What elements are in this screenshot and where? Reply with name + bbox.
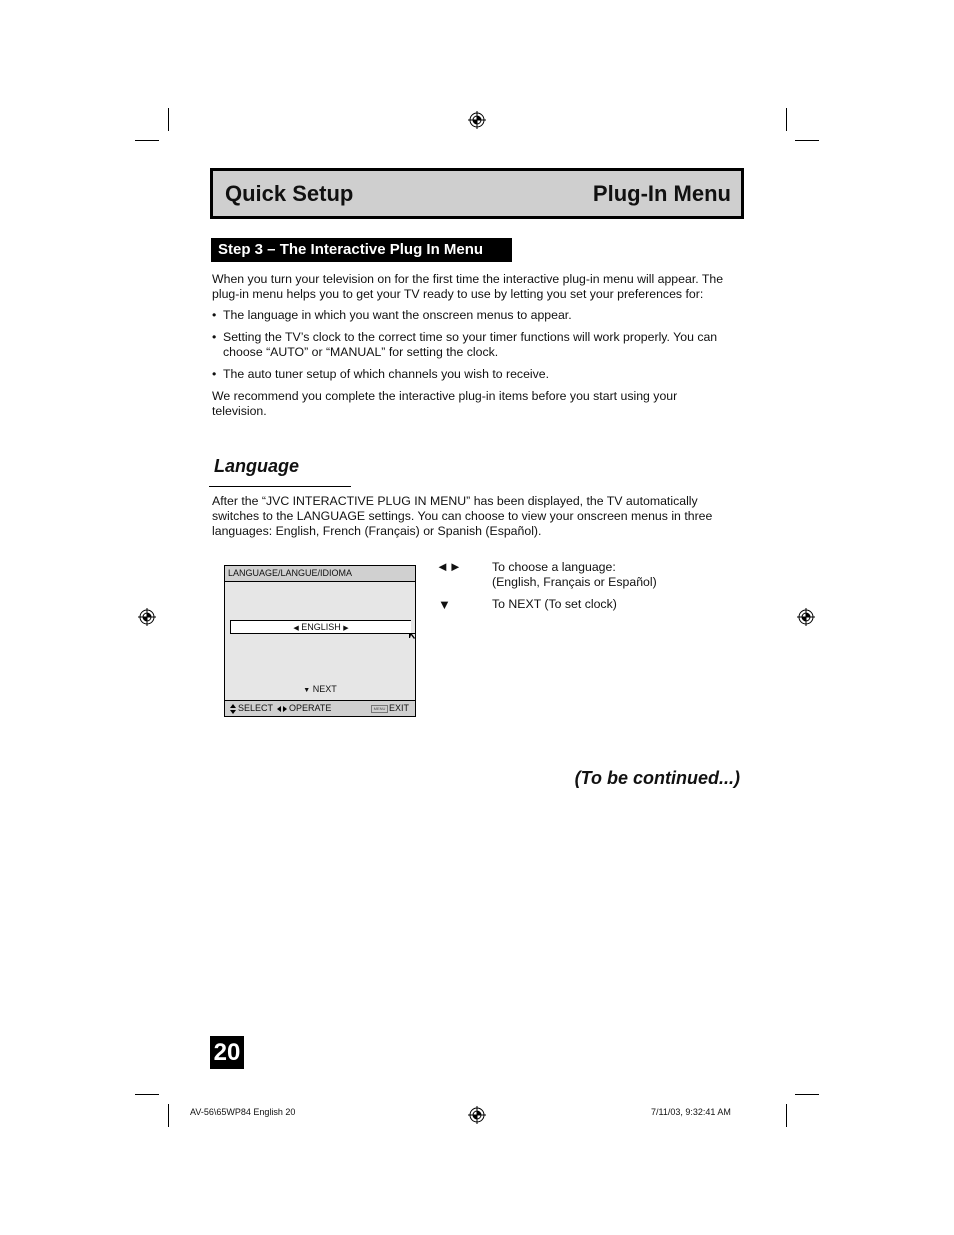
footer-right: 7/11/03, 9:32:41 AM <box>651 1107 731 1117</box>
exit-label: EXIT <box>389 703 410 713</box>
crop-mark <box>135 1094 159 1095</box>
instruction-line: To choose a language: <box>492 560 616 574</box>
tv-menu-title: LANGUAGE/LANGUE/IDIOMA <box>225 566 415 582</box>
bullet-text: The language in which you want the onscreen menus to appear. <box>223 308 572 322</box>
next-label: NEXT <box>312 684 337 694</box>
page-header <box>210 168 744 219</box>
registration-mark-icon <box>468 1106 486 1124</box>
cursor-icon <box>408 632 416 640</box>
operate-label: OPERATE <box>289 703 332 713</box>
bullet-symbol: • <box>212 308 217 322</box>
crop-mark <box>168 108 169 131</box>
step-banner: Step 3 – The Interactive Plug In Menu <box>211 238 512 262</box>
to-be-continued: (To be continued...) <box>574 768 740 788</box>
instruction-text: To NEXT (To set clock) <box>492 597 617 611</box>
language-paragraph: After the “JVC INTERACTIVE PLUG IN MENU” has been displayed, the TV automatically switches to the LANGUAGE settings. You can choose to view your onscreen menus in three languages: English, French (Français) or Spanish (Español). <box>212 494 713 538</box>
bullet-text: The auto tuner setup of which channels you wish to receive. <box>223 367 550 381</box>
selected-language: ENGLISH <box>301 622 341 632</box>
menu-key-icon: MENU <box>371 705 388 713</box>
registration-mark-icon <box>797 608 815 626</box>
registration-mark-icon <box>468 111 486 129</box>
select-label: SELECT <box>238 703 274 713</box>
tv-menu-language-selector <box>230 620 411 634</box>
heading-underline <box>209 486 351 487</box>
intro-paragraph: When you turn your television on for the first time the interactive plug-in menu will appear. The plug-in menu helps you to get your TV ready to use by letting you set your preferences for: <box>212 272 724 301</box>
header-left-title: Quick Setup <box>225 181 354 206</box>
language-heading: Language <box>214 456 300 476</box>
crop-mark <box>786 1104 787 1127</box>
crop-mark <box>135 140 159 141</box>
down-arrow-icon: ▼ <box>438 597 451 612</box>
recommend-paragraph: We recommend you complete the interactive plug-in items before you start using your television. <box>212 389 678 418</box>
instruction-text <box>492 560 657 590</box>
crop-mark <box>168 1104 169 1127</box>
up-down-arrow-icon <box>230 704 236 714</box>
registration-mark-icon <box>138 608 156 626</box>
crop-mark <box>786 108 787 131</box>
crop-mark <box>795 140 819 141</box>
instruction-line: (English, Français or Español) <box>492 575 657 589</box>
crop-mark <box>795 1094 819 1095</box>
right-arrow-icon: ▶ <box>343 625 349 632</box>
tv-menu-footer <box>225 700 415 716</box>
down-arrow-icon: ▼ <box>303 687 311 694</box>
left-right-arrow-icon: ◄► <box>436 559 462 574</box>
bullet-text: Setting the TV’s clock to the correct time so your timer functions will work properly. You can choose “AUTO” or “MANUAL” for setting the clock. <box>223 330 718 359</box>
left-arrow-icon: ◀ <box>293 625 299 632</box>
header-right-title: Plug-In Menu <box>592 181 731 206</box>
footer-left: AV-56\65WP84 English 20 <box>190 1107 296 1117</box>
bullet-symbol: • <box>212 330 217 344</box>
page-number: 20 <box>210 1036 244 1069</box>
tv-menu-next <box>225 684 415 694</box>
left-right-arrow-icon <box>277 706 287 712</box>
bullet-symbol: • <box>212 367 217 381</box>
tv-menu-illustration <box>224 565 416 717</box>
